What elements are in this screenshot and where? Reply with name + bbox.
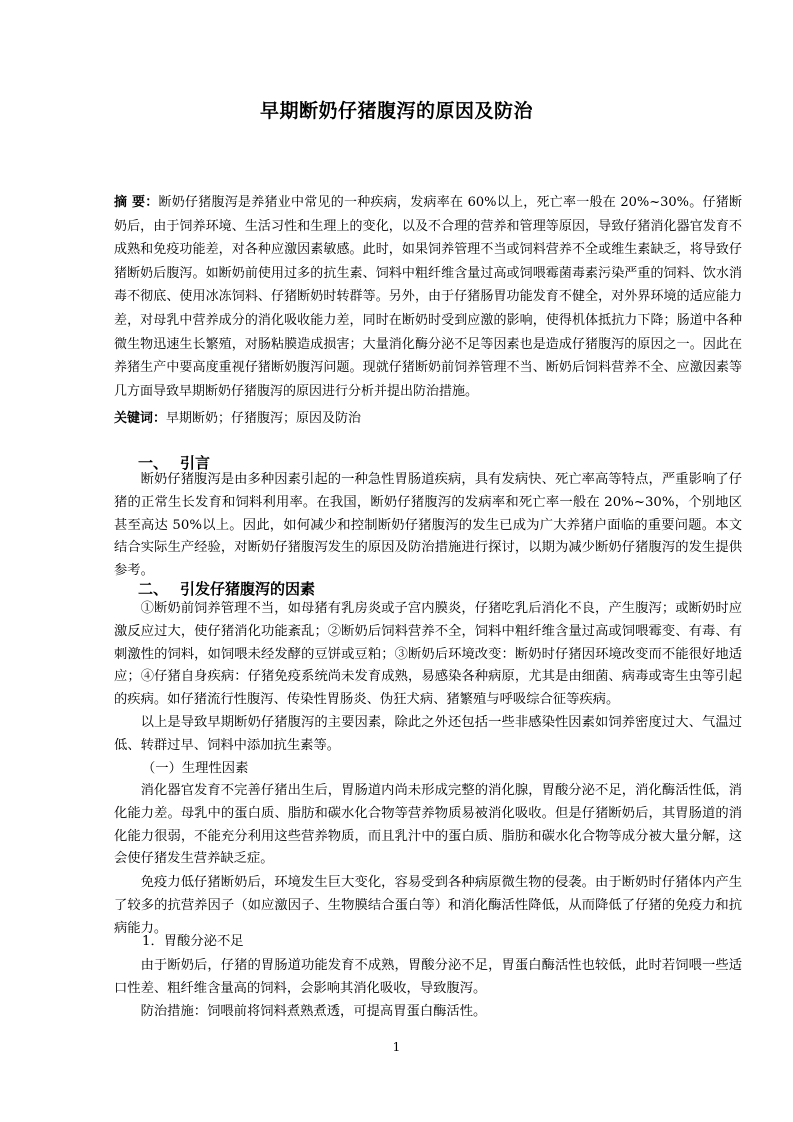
subheading-gastric-acid: 1．胃酸分泌不足 xyxy=(142,934,244,949)
subheading-physiological: （一）生理性因素 xyxy=(142,761,249,776)
paragraph-prevention: 防治措施：饲喂前将饲料煮熟煮透，可提高胃蛋白酶活性。 xyxy=(140,1004,487,1019)
section-number: 二、 xyxy=(138,580,169,598)
keywords-text: 早期断奶；仔猪腹泻；原因及防治 xyxy=(166,411,362,426)
keywords xyxy=(114,408,742,430)
section-title: 引言 xyxy=(180,454,211,472)
keywords-label: 关键词： xyxy=(114,411,167,426)
section-number: 一、 xyxy=(138,454,169,472)
paragraph-factors: ①断奶前饲养管理不当，如母猪有乳房炎或子宫内膜炎，仔猪吃乳后消化不良，产生腹泻；或断奶时应激反应过大，使仔猪消化功能紊乱；②断奶后饲料营养不全，饲料中粗纤维含量过高或饲喂霉变、有毒、有刺激性的饲料，如饲喂未经发酵的豆饼或豆粕；③断奶后环境改变：断奶时仔猪因环境改变而不能很好地适应；④仔猪自身疾病：仔猪免疫系统尚未发育成熟，易感染各种病原，尤其是由细菌、病毒或寄生虫等引起的疾病。如仔猪流行性腹泻、传染性胃肠炎、伪狂犬病、猪繁殖与呼吸综合征等疾病。 xyxy=(114,601,742,708)
section-title: 引发仔猪腹泻的因素 xyxy=(180,580,316,598)
paragraph-physiological-1: 消化器官发育不完善仔猪出生后，胃肠道内尚未形成完整的消化腺，胃酸分泌不足，消化酶活性低，消化能力差。母乳中的蛋白质、脂肪和碳水化合物等营养物质易被消化吸收。但是仔猪断奶后，其胃肠道的消化能力很弱，不能充分利用这些营养物质，而且乳汁中的蛋白质、脂肪和碳水化合物等成分被大量分解，这会使仔猪发生营养缺乏症。 xyxy=(114,783,742,867)
section-heading-factors xyxy=(138,578,315,599)
abstract-text: 断奶仔猪腹泻是养猪业中常见的一种疾病，发病率在 60%以上，死亡率一般在 20%~30%。仔猪断奶后，由于饲养环境、生活习性和生理上的变化，以及不合理的营养和管理等原因，导致仔猪消化器官发育不成熟和免疫功能差，对各种应激因素敏感。此时，如果饲养管理不当或饲料营养不全或维生素缺乏，将导致仔猪断奶后腹泻。如断奶前使用过多的抗生素、饲料中粗纤维含量过高或饲喂霉菌毒素污染严重的饲料、饮水消毒不彻底、使用冰冻饲料、仔猪断奶时转群等。另外，由于仔猪肠胃功能发育不健全，对外界环境的适应能力差，对母乳中营养成分的消化吸收能力差，同时在断奶时受到应激的影响，使得机体抵抗力下降；肠道中各种微生物迅速生长繁殖，对肠粘膜造成损害；大量消化酶分泌不足等因素也是造成仔猪腹泻的原因之一。因此在养猪生产中要高度重视仔猪断奶腹泻问题。现就仔猪断奶前饲养管理不当、断奶后饲料营养不全、应激因素等几方面导致早期断奶仔猪腹泻的原因进行分析并提出防治措施。 xyxy=(114,195,742,399)
paragraph-intro: 断奶仔猪腹泻是由多种因素引起的一种急性胃肠道疾病，具有发病快、死亡率高等特点，严重影响了仔猪的正常生长发育和饲料利用率。在我国，断奶仔猪腹泻的发病率和死亡率一般在 20%~30%，个别地区甚至高达 50%以上。因此，如何减少和控制断奶仔猪腹泻的发生已成为广大养猪户面临的重要问题。本文结合实际生产经验，对断奶仔猪腹泻发生的原因及防治措施进行探讨，以期为减少断奶仔猪腹泻的发生提供参考。 xyxy=(114,472,742,579)
paragraph-physiological-2: 免疫力低仔猪断奶后，环境发生巨大变化，容易受到各种病原微生物的侵袭。由于断奶时仔猪体内产生了较多的抗营养因子（如应激因子、生物膜结合蛋白等）和消化酶活性降低，从而降低了仔猪的免疫力和抗病能力。 xyxy=(114,875,742,936)
abstract-label: 摘 要： xyxy=(114,195,159,210)
abstract xyxy=(114,191,742,403)
paragraph-gastric-acid: 由于断奶后，仔猪的胃肠道功能发育不成熟，胃酸分泌不足，胃蛋白酶活性也较低，此时若饲喂一些适口性差、粗纤维含量高的饲料，会影响其消化吸收，导致腹泻。 xyxy=(114,958,742,996)
page-number: 1 xyxy=(392,1040,401,1054)
paragraph-summary: 以上是导致早期断奶仔猪腹泻的主要因素，除此之外还包括一些非感染性因素如饲养密度过大、气温过低、转群过早、饲料中添加抗生素等。 xyxy=(114,715,742,753)
document-title: 早期断奶仔猪腹泻的原因及防治 xyxy=(259,100,533,122)
